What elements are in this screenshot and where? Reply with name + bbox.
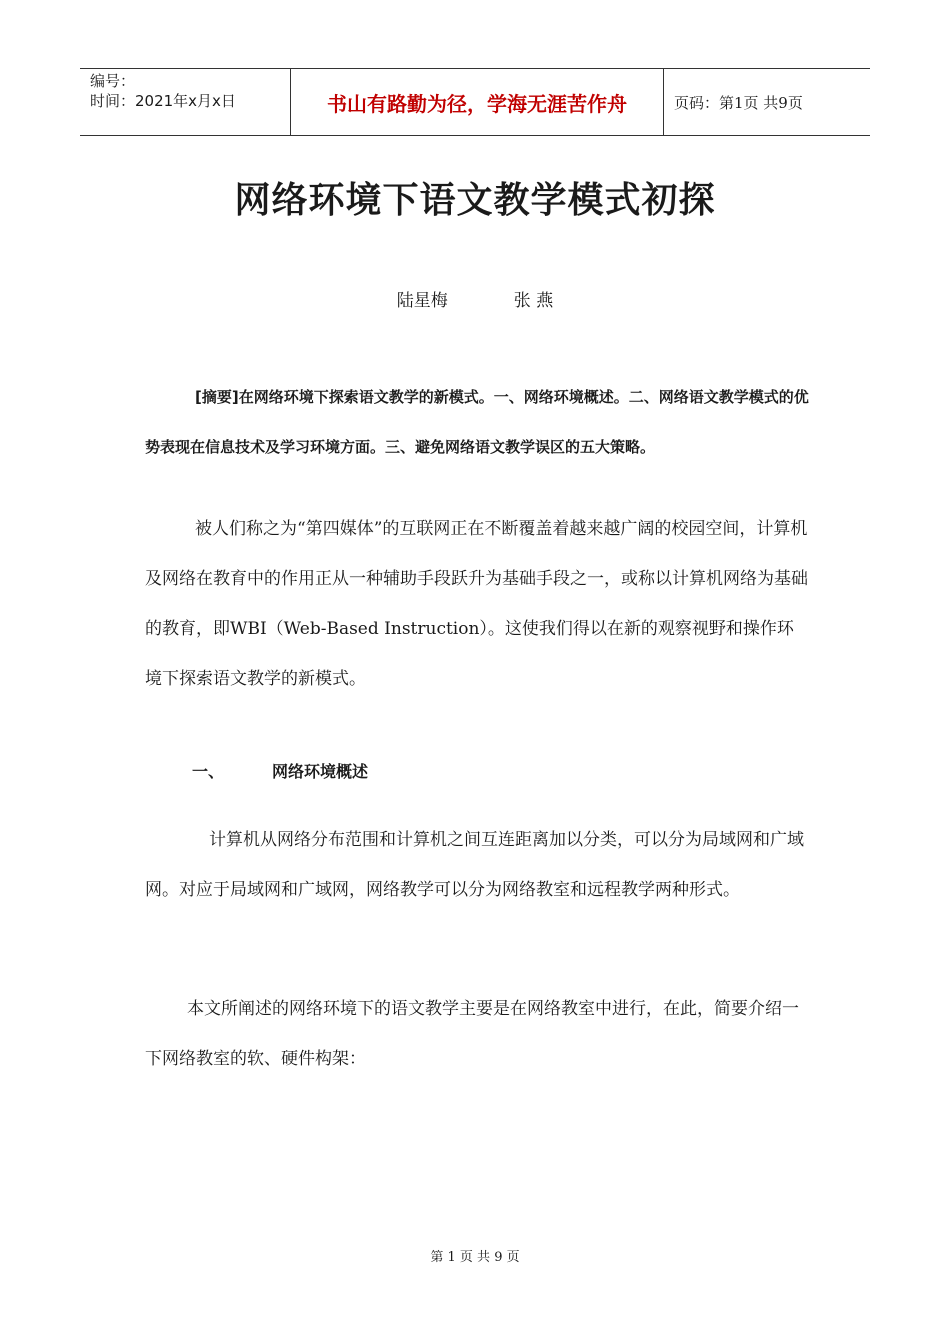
- time-label: 时间：2021年x月x日: [90, 92, 236, 110]
- document-title: 网络环境下语文教学模式初探: [234, 180, 716, 221]
- authors: [0, 286, 950, 311]
- number-label: 编号：: [90, 72, 136, 90]
- paragraph-network-classification: 计算机从网络分布范围和计算机之间互连距离加以分类，可以分为局域网和广域网。对应于局域网和广域网，网络教学可以分为网络教室和远程教学两种形式。: [145, 830, 804, 900]
- section-number: 一、: [192, 762, 225, 781]
- paragraph-network-classroom: 本文所阐述的网络环境下的语文教学主要是在网络教室中进行，在此，简要介绍一下网络教室的软、硬件构架：: [145, 999, 799, 1069]
- paragraph-intro: 被人们称之为“第四媒体”的互联网正在不断覆盖着越来越广阔的校园空间，计算机及网络在教育中的作用正从一种辅助手段跃升为基础手段之一，或称以计算机网络为基础的教育，即WBI（Web-Based Instruction）。这使我们得以在新的观察视野和操作环境下探索语文教学的新模式。: [145, 519, 808, 689]
- header-table: [80, 68, 870, 136]
- header-page-info: 页码：第1页 共9页: [674, 93, 803, 112]
- header-meta: [80, 69, 290, 135]
- author-1: 陆星梅: [396, 291, 448, 311]
- header-motto: 书山有路勤为径，学海无涯苦作舟: [290, 69, 664, 135]
- section-heading: [192, 759, 368, 782]
- page-footer: 第 1 页 共 9 页: [430, 1250, 520, 1265]
- author-2: 张 燕: [513, 291, 554, 311]
- abstract: [摘要]在网络环境下探索语文教学的新模式。一、网络环境概述。二、网络语文教学模式的优势表现在信息技术及学习环境方面。三、避免网络语文教学误区的五大策略。: [145, 388, 809, 456]
- section-title: 网络环境概述: [272, 762, 369, 781]
